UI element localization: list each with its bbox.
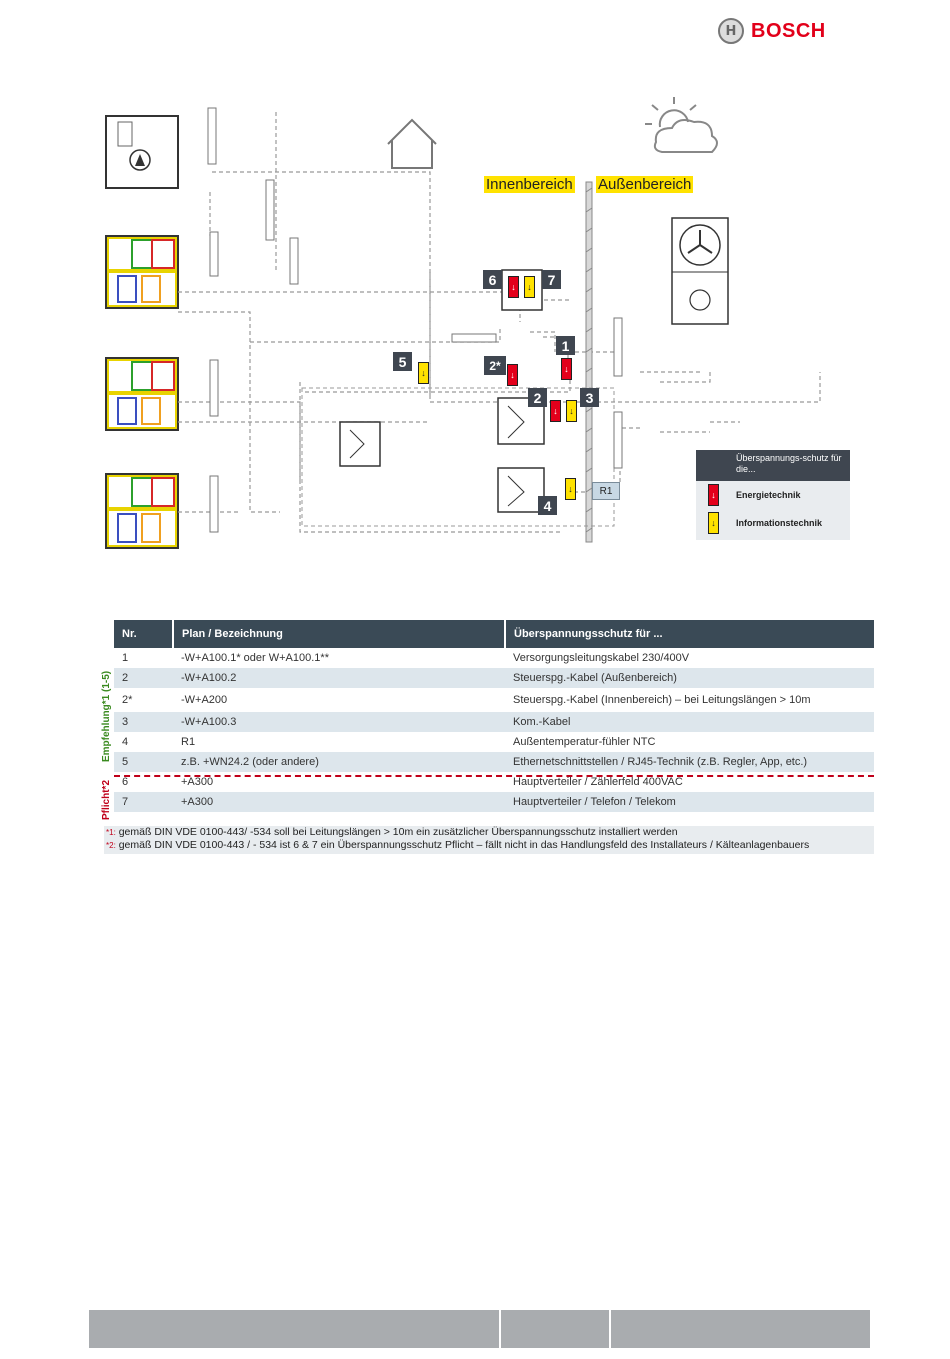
- footer-divider: [609, 1310, 611, 1348]
- cell-nr: 2*: [122, 694, 133, 706]
- cell-schutz: Kom.-Kabel: [505, 712, 874, 732]
- cell-schutz: Steuerspg.-Kabel (Innenbereich) – bei Leitungslängen > 10m: [513, 694, 811, 706]
- bosch-logo: [718, 16, 838, 46]
- info-protector-3: ↓: [566, 400, 577, 422]
- table-row: [114, 732, 874, 752]
- wiring-diagram: [100, 72, 852, 552]
- footnotes: [104, 826, 874, 854]
- col-header-plan: Plan / Bezeichnung: [173, 620, 505, 648]
- cell-plan: +A300: [173, 792, 505, 812]
- info-protector-4: ↓: [565, 478, 576, 500]
- cell-plan: -W+A200: [181, 694, 228, 706]
- zone-inside-label: Innenbereich: [486, 176, 573, 193]
- legend-info-swatch: ↓: [708, 512, 719, 534]
- protection-table: [114, 620, 874, 812]
- footnote-2-mark: *2:: [106, 841, 116, 850]
- footer-divider: [499, 1310, 501, 1348]
- marker-5: 5: [393, 352, 412, 371]
- cell-schutz: Hauptverteiler / Telefon / Telekom: [505, 792, 874, 812]
- bosch-armature-icon: H: [718, 18, 744, 44]
- table-row: [114, 712, 874, 732]
- cell-schutz: Hauptverteiler / Zählerfeld 400VAC: [513, 776, 683, 788]
- marker-7: 7: [542, 270, 561, 289]
- table-row: [114, 648, 874, 668]
- cell-nr: 1: [122, 652, 129, 664]
- mandatory-divider: [114, 775, 874, 777]
- marker-4: 4: [538, 496, 557, 515]
- energy-protector-2-star: ↓: [507, 364, 518, 386]
- legend-title: Überspannungs-schutz für die...: [736, 453, 842, 474]
- table-header-row: [114, 620, 874, 648]
- cell-nr: 3: [114, 712, 173, 732]
- cell-schutz: Außentemperatur-fühler NTC: [513, 736, 656, 748]
- brand-name: BOSCH: [751, 19, 826, 42]
- cell-plan: -W+A100.3: [173, 712, 505, 732]
- cell-nr: 4: [122, 736, 129, 748]
- marker-2: 2: [528, 388, 547, 407]
- marker-1: 1: [556, 336, 575, 355]
- zone-outside-label: Außenbereich: [598, 176, 692, 193]
- table-row: [114, 668, 874, 688]
- cell-plan: +A300: [181, 776, 214, 788]
- legend-info-label: Informationstechnik: [736, 518, 823, 528]
- energy-protector-1: ↓: [561, 358, 572, 380]
- col-header-nr: Nr.: [114, 620, 173, 648]
- col-header-schutz: Überspannungsschutz für ...: [505, 620, 874, 648]
- footer-bar: [89, 1310, 870, 1348]
- cell-schutz: Versorgungsleitungskabel 230/400V: [513, 652, 690, 664]
- cell-plan: -W+A100.2: [173, 668, 505, 688]
- cell-nr: 6: [122, 776, 129, 788]
- table-row: [114, 752, 874, 772]
- legend-energy-label: Energietechnik: [736, 490, 801, 500]
- marker-2-star: 2*: [484, 356, 506, 375]
- legend: [696, 450, 850, 540]
- table-row: [114, 688, 874, 712]
- cell-schutz: Ethernetschnittstellen / RJ45-Technik (z.B. Regler, App, etc.): [505, 752, 874, 772]
- cell-nr: 7: [114, 792, 173, 812]
- cell-plan: -W+A100.1* oder W+A100.1**: [181, 652, 329, 664]
- marker-6: 6: [483, 270, 502, 289]
- marker-3: 3: [580, 388, 599, 407]
- legend-energy-swatch: ↓: [708, 484, 719, 506]
- footnote-2-text: gemäß DIN VDE 0100-443 / - 534 ist 6 & 7 ein Überspannungsschutz Pflicht – fällt nicht in das Handlungsfeld des Installateurs / Kälteanlagenbauers: [118, 839, 810, 851]
- energy-protector-2: ↓: [550, 400, 561, 422]
- info-protector-7: ↓: [524, 276, 535, 298]
- footnote-1-mark: *1:: [106, 828, 116, 837]
- mandatory-side-label: Pflicht*2: [101, 779, 112, 820]
- footnote-1: [106, 826, 874, 839]
- cell-schutz: Steuerspg.-Kabel (Außenbereich): [505, 668, 874, 688]
- energy-protector-6: ↓: [508, 276, 519, 298]
- cell-nr: 5: [114, 752, 173, 772]
- cell-plan: z.B. +WN24.2 (oder andere): [173, 752, 505, 772]
- recommendation-side-label: Empfehlung*1 (1-5): [101, 670, 112, 762]
- cell-plan: R1: [181, 736, 196, 748]
- footnote-2: [106, 839, 874, 852]
- table-row: [114, 792, 874, 812]
- info-protector-5: ↓: [418, 362, 429, 384]
- footnote-1-text: gemäß DIN VDE 0100-443/ -534 soll bei Leitungslängen > 10m ein zusätzlicher Überspannungsschutz installiert werden: [118, 826, 678, 838]
- cell-nr: 2: [114, 668, 173, 688]
- sensor-r1: R1: [592, 482, 620, 500]
